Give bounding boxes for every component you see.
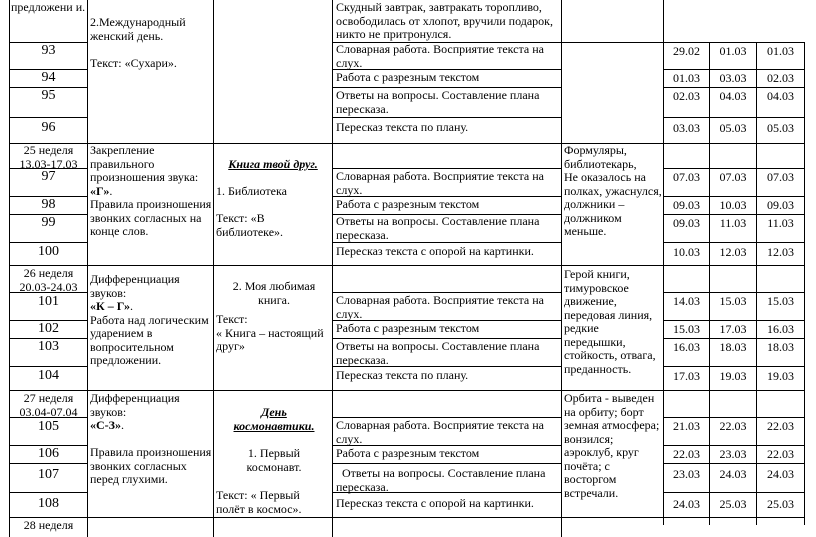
week-topic: Закрепление правильного произношения звука: «Г». Правила произношения звонких согласных на конце слов. xyxy=(90,144,212,238)
date-3: 07.03 xyxy=(767,170,794,184)
date-2: 10.03 xyxy=(719,198,747,212)
lesson-number: 100 xyxy=(38,244,59,259)
date-2: 12.03 xyxy=(719,245,747,259)
lesson-number: 98 xyxy=(41,197,56,212)
book-topic: Книга твой друг. 1. Библиотека Текст: «В библиотеке». xyxy=(216,158,318,239)
lesson-number: 106 xyxy=(38,446,59,461)
book-title: День космонавтики. xyxy=(233,406,315,433)
week-label: 27 неделя 03.04-07.04 xyxy=(19,392,78,419)
lesson-activity: Работа с разрезным текстом xyxy=(336,71,480,84)
week-label: 28 неделя xyxy=(23,519,74,532)
date-2: 07.03 xyxy=(719,170,747,184)
date-2: 19.03 xyxy=(719,369,747,383)
date-3: 01.03 xyxy=(767,44,794,58)
date-2: 03.03 xyxy=(719,71,747,85)
lesson-number: 101 xyxy=(38,294,59,309)
book-text: Текст: « Книга – настоящий друг» xyxy=(216,313,324,353)
date-1: 23.03 xyxy=(673,467,700,481)
date-1: 10.03 xyxy=(673,245,700,259)
lesson-number: 104 xyxy=(38,368,59,383)
lesson-number: 97 xyxy=(41,169,56,184)
lesson-number: 102 xyxy=(38,321,59,336)
lesson-activity: Ответы на вопросы. Составление плана пересказа. xyxy=(336,340,540,367)
date-3: 24.03 xyxy=(767,467,794,481)
vocabulary: Формуляры, библиотекарь, Не оказалось на полках, ужаснулся, должники – должником меньше. xyxy=(564,144,662,238)
date-1: 14.03 xyxy=(673,294,700,308)
lesson-activity: Работа с разрезным текстом xyxy=(336,198,480,211)
lesson-number: 108 xyxy=(38,496,59,511)
lesson-number: 94 xyxy=(41,70,56,85)
lesson-number: 103 xyxy=(38,339,59,354)
lesson-number: 96 xyxy=(41,120,56,135)
lesson-activity: Пересказ текста с опорой на картинки. xyxy=(336,245,534,258)
vocabulary: Герой книги, тимуровское движение, передовая линия, редкие передышки, стойкость, отвага, преданность. xyxy=(564,268,656,376)
date-3: 04.03 xyxy=(767,89,794,103)
book-topic: 1. Первый космонавт. xyxy=(246,447,302,474)
lesson-activity: Работа с разрезным текстом xyxy=(336,322,480,335)
lesson-number: 93 xyxy=(41,43,56,58)
lesson-activity: Пересказ текста по плану. xyxy=(336,369,469,382)
lesson-activity: Пересказ текста с опорой на картинки. xyxy=(336,497,534,510)
date-3: 22.03 xyxy=(767,447,794,461)
week-label: 26 неделя 20.03-24.03 xyxy=(19,267,78,294)
date-3: 12.03 xyxy=(767,245,794,259)
date-1: 02.03 xyxy=(673,89,700,103)
date-3: 05.03 xyxy=(767,121,794,135)
date-3: 18.03 xyxy=(767,340,794,354)
date-2: 01.03 xyxy=(719,44,747,58)
date-2: 25.03 xyxy=(719,497,747,511)
date-1: 09.03 xyxy=(673,216,700,230)
date-1: 03.03 xyxy=(673,121,700,135)
date-3: 09.03 xyxy=(767,198,794,212)
date-3: 15.03 xyxy=(767,294,794,308)
date-2: 15.03 xyxy=(719,294,747,308)
date-2: 18.03 xyxy=(719,340,747,354)
date-3: 22.03 xyxy=(767,419,794,433)
lesson-number: 105 xyxy=(38,419,59,434)
date-2: 23.03 xyxy=(719,447,747,461)
date-1: 21.03 xyxy=(673,419,700,433)
lesson-number: 99 xyxy=(41,215,56,230)
lesson-activity: Пересказ текста по плану. xyxy=(336,121,469,134)
lesson-activity: Ответы на вопросы. Составление плана пересказа. xyxy=(336,467,549,494)
lesson-activity: Словарная работа. Восприятие текста на слух. xyxy=(336,294,544,321)
holiday-topic: 2.Международный женский день. Текст: «Сухари». xyxy=(90,16,186,70)
book-text: Текст: « Первый полёт в космос». xyxy=(216,489,302,516)
lesson-activity: Работа с разрезным текстом xyxy=(336,447,480,460)
date-3: 25.03 xyxy=(767,497,794,511)
date-1: 09.03 xyxy=(673,198,700,212)
lesson-activity: Словарная работа. Восприятие текста на слух. xyxy=(336,419,544,446)
week-label: 25 неделя 13.03-17.03 xyxy=(19,144,78,171)
lesson-number: 107 xyxy=(38,467,59,482)
date-3: 16.03 xyxy=(767,322,794,336)
date-2: 05.03 xyxy=(719,121,747,135)
date-2: 04.03 xyxy=(719,89,747,103)
week-topic: Дифференциация звуков: «С-З». Правила произношения звонких согласных перед глухими. xyxy=(90,392,212,486)
date-3: 02.03 xyxy=(767,71,794,85)
date-1: 16.03 xyxy=(673,340,700,354)
date-1: 01.03 xyxy=(673,71,700,85)
date-2: 22.03 xyxy=(719,419,747,433)
date-1: 24.03 xyxy=(673,497,700,511)
lesson-activity: Словарная работа. Восприятие текста на слух. xyxy=(336,43,544,70)
date-1: 17.03 xyxy=(673,369,700,383)
book-topic: 2. Моя любимая книга. xyxy=(232,280,316,307)
date-1: 22.03 xyxy=(673,447,700,461)
date-2: 17.03 xyxy=(719,322,747,336)
date-1: 07.03 xyxy=(673,170,700,184)
vocab-activity: Скудный завтрак, завтракать торопливо, освободилась от хлопот, вручили подарок, никто не притронулся. xyxy=(336,1,554,41)
lesson-activity: Ответы на вопросы. Составление плана пересказа. xyxy=(336,89,540,116)
lesson-activity: Словарная работа. Восприятие текста на слух. xyxy=(336,170,544,197)
week-topic: Дифференциация звуков: «К – Г». Работа над логическим ударением в вопросительном предложении. xyxy=(90,273,209,367)
week-label-cont: предложени и. xyxy=(11,1,86,14)
vocabulary: Орбита - выведен на орбиту; борт земная атмосфера; вонзился; аэроклуб, круг почёта; с восторгом встречали. xyxy=(564,392,660,500)
lesson-number: 95 xyxy=(41,88,56,103)
lesson-activity: Ответы на вопросы. Составление плана пересказа. xyxy=(336,215,540,242)
date-2: 11.03 xyxy=(719,216,747,230)
date-1: 29.02 xyxy=(673,44,700,58)
date-3: 11.03 xyxy=(767,216,794,230)
date-2: 24.03 xyxy=(719,467,747,481)
date-3: 19.03 xyxy=(767,369,794,383)
date-1: 15.03 xyxy=(673,322,700,336)
